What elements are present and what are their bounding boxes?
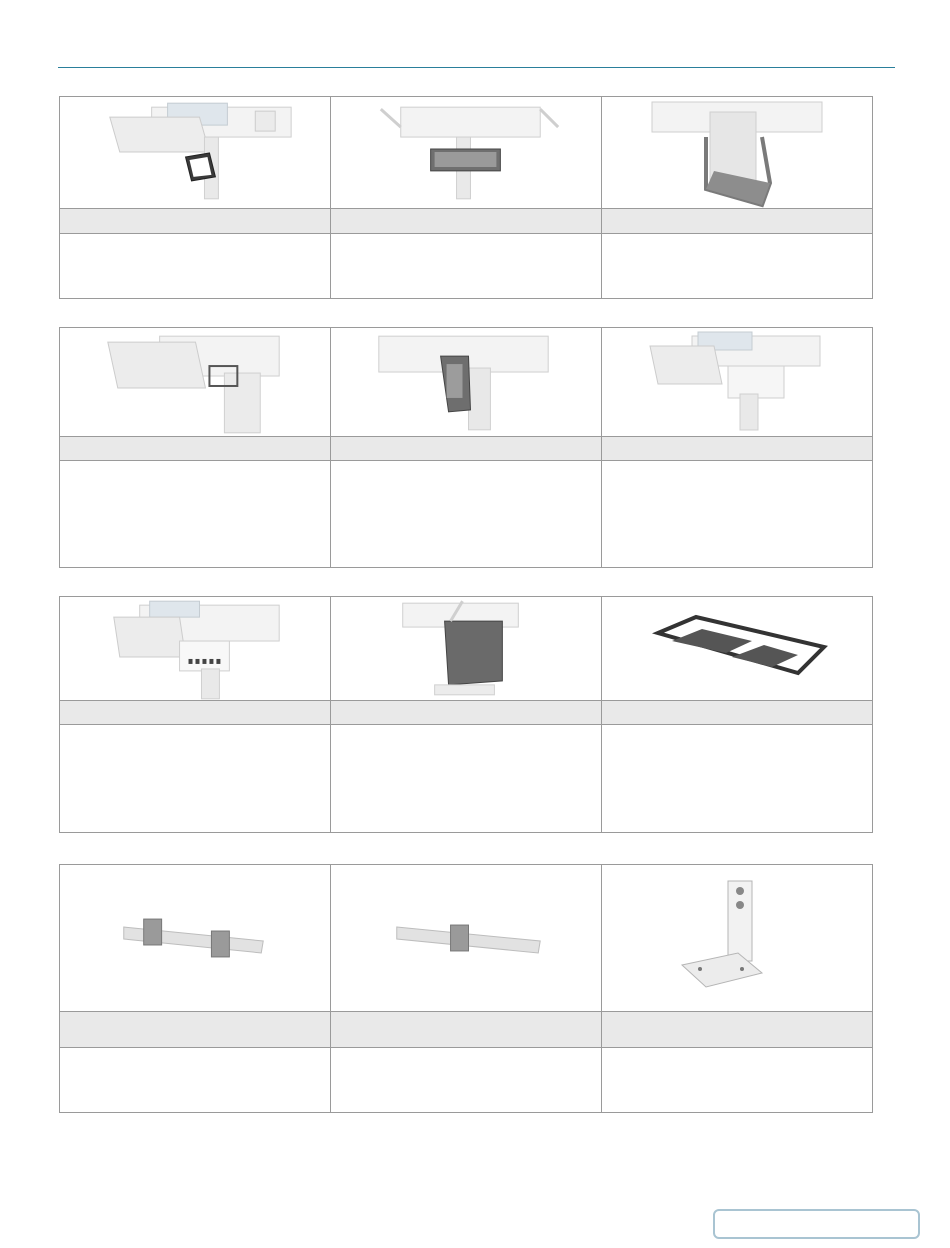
product-name	[331, 1011, 602, 1048]
single-monitor-rail-icon	[331, 865, 601, 1011]
product-description	[602, 234, 872, 298]
product-name	[602, 700, 872, 725]
product-image-cpu-holder-medium	[331, 328, 602, 436]
product-image-single-monitor-rail	[331, 865, 602, 1011]
cart-drawer-icon	[602, 328, 872, 436]
product-description	[602, 461, 872, 567]
product-name	[60, 208, 331, 234]
product-name	[60, 1011, 331, 1048]
product-description	[331, 234, 602, 298]
product-name	[60, 436, 331, 461]
product-image-storage-basket	[331, 97, 602, 208]
product-image-dual-monitor-rail	[60, 865, 331, 1011]
page-badge	[713, 1209, 920, 1239]
product-description	[602, 725, 872, 832]
product-image-mounting-bracket	[602, 865, 872, 1011]
product-image-cpu-enclosure	[331, 597, 602, 700]
cart-cpu-holder-medium-icon	[331, 328, 601, 436]
cart-cpu-enclosure-icon	[331, 597, 601, 700]
product-description	[331, 725, 602, 832]
product-name	[331, 436, 602, 461]
cart-thin-client-mount-icon	[60, 328, 330, 436]
product-name	[602, 1011, 872, 1048]
product-image-drawer	[602, 328, 872, 436]
product-image-cpu-holder-small	[60, 97, 331, 208]
accessory-grid-1	[59, 96, 873, 299]
product-description	[60, 1048, 331, 1112]
product-image-thin-client-mount	[60, 328, 331, 436]
product-name	[60, 700, 331, 725]
product-name	[602, 208, 872, 234]
cart-cpu-holder-small-icon	[60, 97, 330, 208]
product-name	[331, 700, 602, 725]
accessory-grid-3	[59, 596, 873, 833]
accessory-grid-2	[59, 327, 873, 568]
mounting-bracket-icon	[602, 865, 872, 1011]
dual-monitor-rail-icon	[60, 865, 330, 1011]
cart-storage-basket-icon	[331, 97, 601, 208]
product-name	[602, 436, 872, 461]
product-description	[60, 461, 331, 567]
product-description	[60, 725, 331, 832]
accessory-grid-4	[59, 864, 873, 1113]
product-image-cpu-bracket-large	[602, 97, 872, 208]
cart-usb-hub-icon	[60, 597, 330, 700]
product-description	[60, 234, 331, 298]
product-image-usb-hub	[60, 597, 331, 700]
product-description	[331, 1048, 602, 1112]
product-image-anti-slip-mat	[602, 597, 872, 700]
product-description	[602, 1048, 872, 1112]
anti-slip-mat-icon	[602, 597, 872, 700]
product-name	[331, 208, 602, 234]
product-description	[331, 461, 602, 567]
header-rule	[58, 67, 895, 68]
cart-cpu-bracket-large-icon	[602, 97, 872, 208]
